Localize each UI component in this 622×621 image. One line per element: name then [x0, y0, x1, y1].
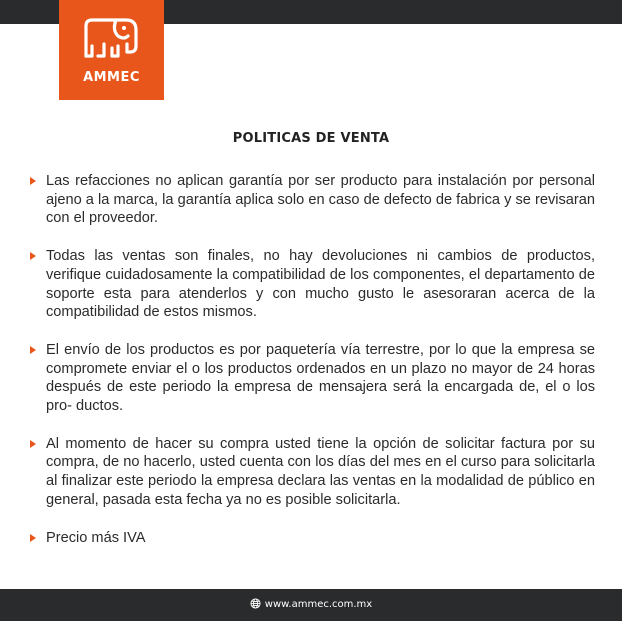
list-item — [30, 172, 595, 228]
globe-icon — [250, 598, 261, 609]
website-link[interactable]: www.ammec.com.mx — [264, 599, 373, 610]
policy-text: Precio más IVA — [46, 529, 146, 546]
bullet-arrow-icon — [30, 440, 36, 448]
bullet-arrow-icon — [30, 346, 36, 354]
page-title: POLITICAS DE VENTA — [232, 131, 390, 146]
policy-text: Al momento de hacer su compra usted tiene la opción de solicitar factura por su compra, de no hacerlo, usted cuenta con los días del mes en el curso para solicitarla al finalizar este periodo la empresa declara las ventas en la modalidad de público en general, pasada esta fecha ya no es posible solicitarla. — [46, 435, 595, 508]
list-item — [30, 529, 595, 548]
list-item — [30, 435, 595, 510]
bullet-arrow-icon — [30, 252, 36, 260]
brand-name: AMMEC — [83, 70, 140, 85]
list-item — [30, 341, 595, 416]
bullet-arrow-icon — [30, 534, 36, 542]
footer-bar — [0, 589, 622, 621]
policy-text: Las refacciones no aplican garantía por ser producto para instalación por personal ajeno a la marca, la garantía aplica solo en caso de defecto de fabrica y se revisaran con el proveedor. — [46, 173, 595, 227]
elephant-icon — [80, 16, 143, 64]
policy-text: Todas las ventas son finales, no hay devoluciones ni cambios de productos, verifique cuidadosamente la compatibilidad de los componentes, el departamento de soporte esta para atenderlos y con mucho gusto le asesoraran acerca de la compatibilidad de estos mismos. — [46, 248, 595, 321]
policy-text: El envío de los productos es por paquetería vía terrestre, por lo que la empresa se compromete enviar el o los productos ordenados en un plazo no mayor de 24 horas después de este periodo la empresa de mensajera será la encargada de, el o los pro- ductos. — [46, 341, 595, 415]
bullet-arrow-icon — [30, 177, 36, 185]
brand-logo — [59, 0, 164, 100]
list-item — [30, 247, 595, 322]
policy-list — [30, 172, 595, 566]
footer-website[interactable] — [0, 598, 622, 610]
